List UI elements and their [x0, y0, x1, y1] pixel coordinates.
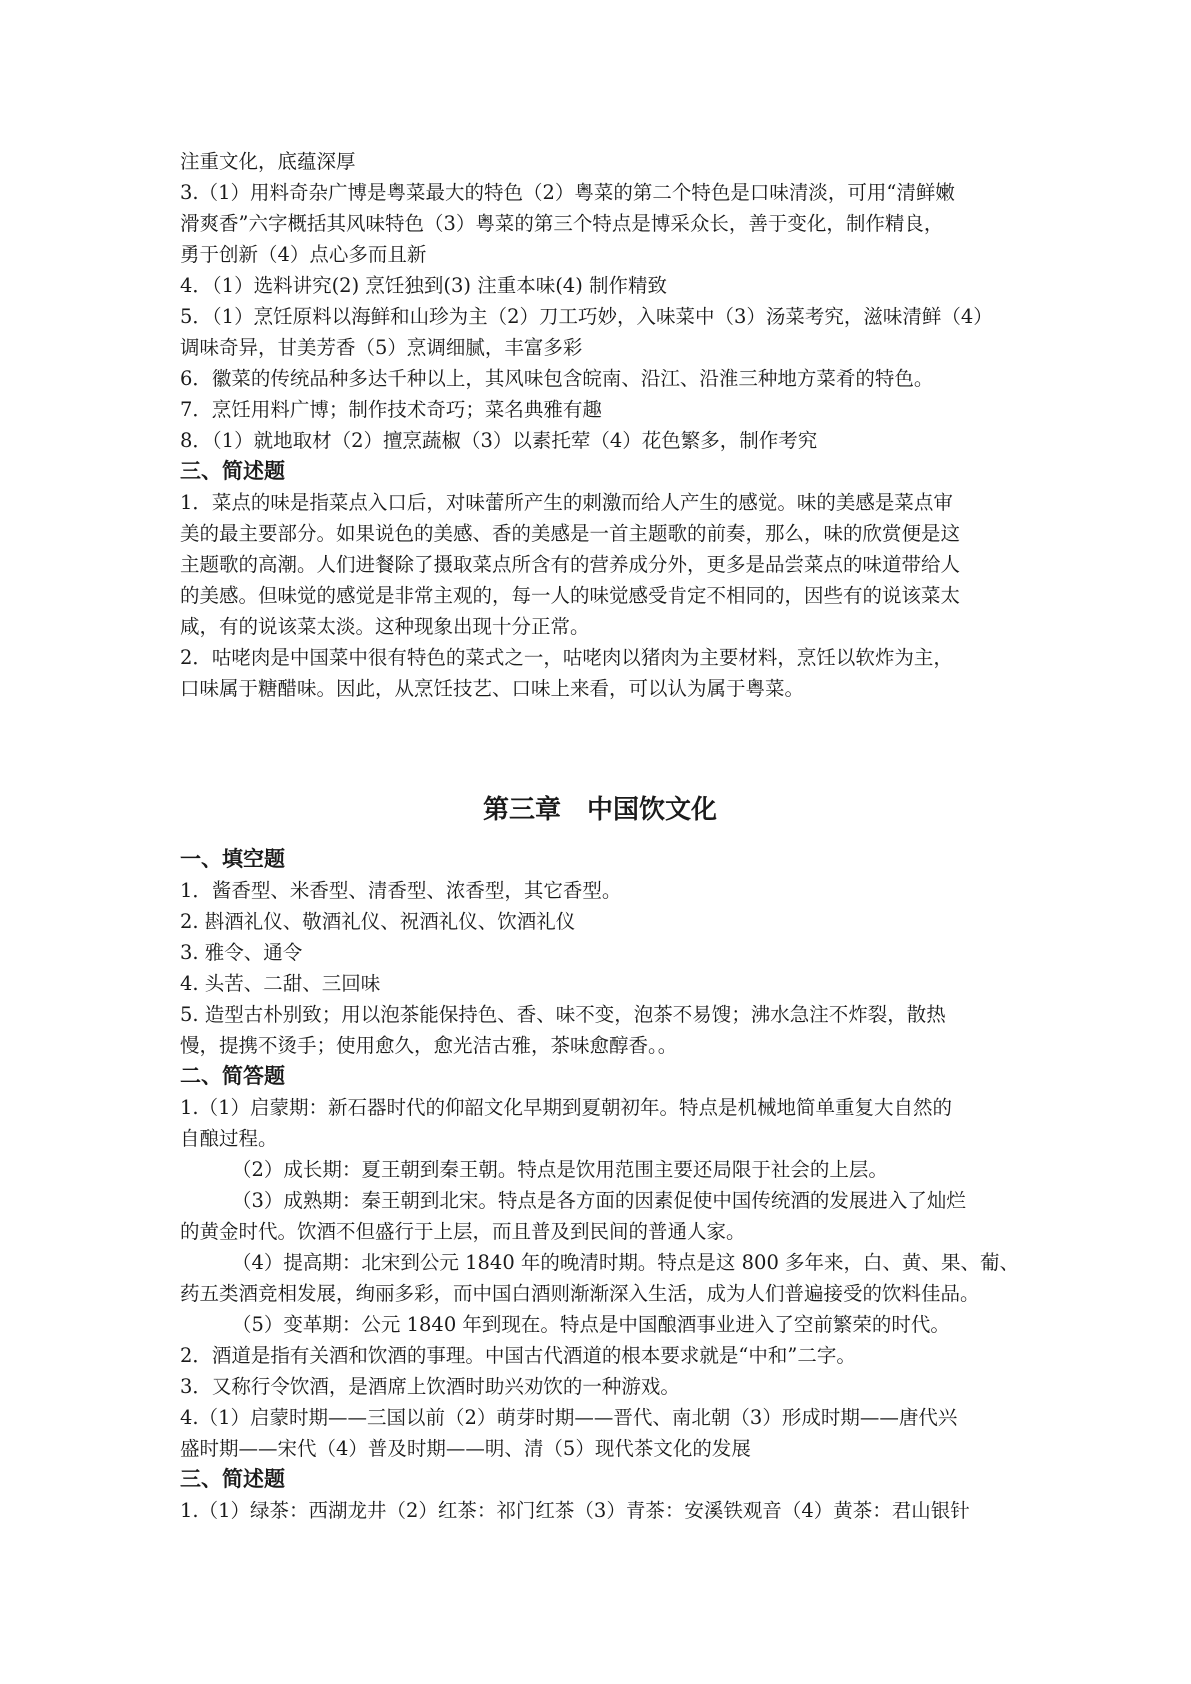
text-line: 3. 雅令、通令 [180, 941, 303, 964]
text-line: 口味属于糖醋味。因此，从烹饪技艺、口味上来看，可以认为属于粤菜。 [180, 677, 805, 700]
text-line: 8．（1）就地取材（2）擅烹蔬椒（3）以素托荤（4）花色繁多，制作考究 [180, 429, 818, 452]
document-page [180, 146, 1020, 1526]
text-line: 慢，提携不烫手；使用愈久，愈光洁古雅，茶味愈醇香。。 [180, 1034, 678, 1057]
text-line: （2）成长期：夏王朝到秦王朝。特点是饮用范围主要还局限于社会的上层。 [232, 1158, 888, 1181]
text-line: （5）变革期：公元 1840 年到现在。特点是中国酿酒事业进入了空前繁荣的时代。 [232, 1313, 950, 1336]
text-line: 5．（1）烹饪原料以海鲜和山珍为主（2）刀工巧妙，入味菜中（3）汤菜考究，滋味清鲜（4） [180, 305, 993, 328]
section-heading: 二、简答题 [180, 1064, 285, 1088]
answers-part1 [180, 146, 1020, 704]
text-line: 的黄金时代。饮酒不但盛行于上层，而且普及到民间的普通人家。 [180, 1220, 746, 1243]
text-line: 5. 造型古朴别致；用以泡茶能保持色、香、味不变，泡茶不易馊；沸水急注不炸裂，散热 [180, 1003, 946, 1026]
text-line: 7．烹饪用料广博；制作技术奇巧；菜名典雅有趣 [180, 398, 602, 421]
text-line: 3.（1）用料奇杂广博是粤菜最大的特色（2）粤菜的第二个特色是口味清淡，可用“清鲜嫩 [180, 181, 955, 204]
text-line: 2. 斟酒礼仪、敬酒礼仪、祝酒礼仪、饮酒礼仪 [180, 910, 576, 933]
section-heading: 三、简述题 [180, 459, 285, 483]
text-line: 6．徽菜的传统品种多达千种以上，其风味包含皖南、沿江、沿淮三种地方菜肴的特色。 [180, 367, 934, 390]
section-heading: 一、填空题 [180, 847, 285, 871]
text-line: 美的最主要部分。如果说色的美感、香的美感是一首主题歌的前奏，那么，味的欣赏便是这 [180, 522, 961, 545]
text-line: （4）提高期：北宋到公元 1840 年的晚清时期。特点是这 800 多年来，白、黄、果、葡、 [232, 1251, 1020, 1274]
chapter3-section2 [180, 1061, 1020, 1464]
section-heading: 三、简述题 [180, 1467, 285, 1491]
chapter3-section1 [180, 844, 1020, 1061]
chapter3-section3 [180, 1464, 1020, 1526]
text-line: 的美感。但味觉的感觉是非常主观的，每一人的味觉感受肯定不相同的，因些有的说该菜太 [180, 584, 961, 607]
text-line: 调味奇异，甘美芳香（5）烹调细腻，丰富多彩 [180, 336, 583, 359]
text-line: 1.（1）启蒙期：新石器时代的仰韶文化早期到夏朝初年。特点是机械地简单重复大自然的 [180, 1096, 953, 1119]
text-line: 3．又称行令饮酒，是酒席上饮酒时助兴劝饮的一种游戏。 [180, 1375, 680, 1398]
text-line: 咸，有的说该菜太淡。这种现象出现十分正常。 [180, 615, 590, 638]
text-line: 1．酱香型、米香型、清香型、浓香型，其它香型。 [180, 879, 622, 902]
text-line: 注重文化，底蕴深厚 [180, 150, 356, 173]
text-line: 1.（1）绿茶：西湖龙井（2）红茶：祁门红茶（3）青茶：安溪铁观音（4）黄茶：君山银针 [180, 1499, 970, 1522]
text-line: 滑爽香”六字概括其风味特色（3）粤菜的第三个特点是博采众长，善于变化，制作精良， [180, 212, 944, 235]
text-line: 自酿过程。 [180, 1127, 278, 1150]
text-line: 1．菜点的味是指菜点入口后，对味蕾所产生的刺激而给人产生的感觉。味的美感是菜点审 [180, 491, 953, 514]
text-line: 药五类酒竞相发展，绚丽多彩，而中国白酒则渐渐深入生活，成为人们普遍接受的饮料佳品。 [180, 1282, 980, 1305]
text-line: 主题歌的高潮。人们进餐除了摄取菜点所含有的营养成分外，更多是品尝菜点的味道带给人 [180, 553, 961, 576]
text-line: 4．（1）选料讲究(2) 烹饪独到(3) 注重本味(4) 制作精致 [180, 274, 668, 297]
chapter-title: 第三章 中国饮文化 [482, 795, 717, 825]
text-line: 4. 头苦、二甜、三回味 [180, 972, 381, 995]
text-line: 2．咕咾肉是中国菜中很有特色的菜式之一，咕咾肉以猪肉为主要材料，烹饪以软炸为主， [180, 646, 953, 669]
text-line: 勇于创新（4）点心多而且新 [180, 243, 427, 266]
text-line: （3）成熟期：秦王朝到北宋。特点是各方面的因素促使中国传统酒的发展进入了灿烂 [232, 1189, 966, 1212]
text-line: 4.（1）启蒙时期——三国以前（2）萌芽时期——晋代、南北朝（3）形成时期——唐代兴 [180, 1406, 958, 1429]
text-line: 2．酒道是指有关酒和饮酒的事理。中国古代酒道的根本要求就是“中和”二字。 [180, 1344, 856, 1367]
text-line: 盛时期——宋代（4）普及时期——明、清（5）现代茶文化的发展 [180, 1437, 751, 1460]
